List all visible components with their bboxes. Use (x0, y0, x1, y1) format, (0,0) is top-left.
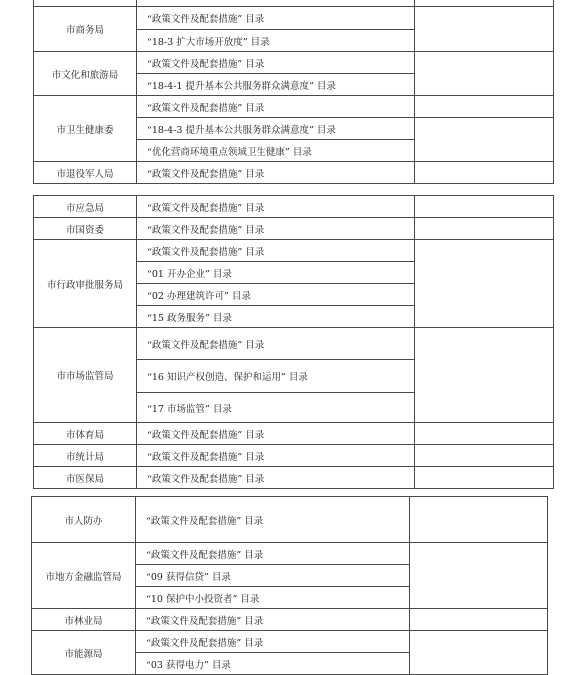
table-row (34, 162, 554, 184)
item-cell: “18-4-1 提升基本公共服务群众满意度” 目录 (137, 74, 415, 96)
item-cell: “政策文件及配套措施” 目录 (137, 467, 415, 489)
item-cell: “政策文件及配套措施” 目录 (137, 7, 415, 30)
item-cell: “政策文件及配套措施” 目录 (137, 240, 415, 262)
dept-cell: 市地方金融监管局 (32, 543, 136, 609)
dept-cell: 市体育局 (34, 423, 137, 445)
blank-cell (410, 497, 548, 543)
table-row (34, 96, 554, 118)
table-row (34, 445, 554, 467)
item-cell: “02 办理建筑许可” 目录 (137, 284, 415, 306)
dept-cell: 市行政审批服务局 (34, 240, 137, 328)
item-cell: “政策文件及配套措施” 目录 (137, 445, 415, 467)
table-row (32, 609, 548, 631)
item-cell: “10 保护中小投资者” 目录 (136, 587, 410, 609)
table-row (34, 467, 554, 489)
blank-cell (415, 7, 554, 52)
item-cell: “16 知识产权创造、保护和运用” 目录 (137, 360, 415, 393)
blank-cell (415, 162, 554, 184)
item-cell: “政策文件及配套措施” 目录 (137, 196, 415, 218)
table-row (32, 543, 548, 565)
blank-cell (415, 328, 554, 423)
table-row (34, 328, 554, 360)
table-row (34, 196, 554, 218)
blank-cell (410, 631, 548, 675)
table-row (32, 497, 548, 543)
item-cell: “18-3 扩大市场开放度” 目录 (137, 30, 415, 52)
item-cell: “政策文件及配套措施” 目录 (137, 162, 415, 184)
item-cell: “优化营商环境重点领域卫生健康” 目录 (137, 140, 415, 162)
table-row (32, 631, 548, 653)
blank-cell (410, 609, 548, 631)
blank-cell (415, 96, 554, 118)
item-cell: “01 开办企业” 目录 (137, 262, 415, 284)
dept-cell: 市退役军人局 (34, 162, 137, 184)
dept-cell: 市商务局 (34, 7, 137, 52)
dept-cell: 市医保局 (34, 467, 137, 489)
item-cell: “政策文件及配套措施” 目录 (136, 543, 410, 565)
item-cell: “15 政务服务” 目录 (137, 306, 415, 328)
blank-cell (415, 445, 554, 467)
dept-cell: 市文化和旅游局 (34, 52, 137, 96)
item-cell: “09 获得信贷” 目录 (136, 565, 410, 587)
item-cell: “政策文件及配套措施” 目录 (136, 609, 410, 631)
dept-cell: 市卫生健康委 (34, 96, 137, 162)
item-cell: “政策文件及配套措施” 目录 (136, 497, 410, 543)
blank-cell (415, 218, 554, 240)
blank-cell (415, 467, 554, 489)
item-cell: “18-4-3 提升基本公共服务群众满意度” 目录 (137, 118, 415, 140)
blank-cell (415, 52, 554, 96)
directory-table-2 (33, 195, 554, 489)
table-row (34, 52, 554, 74)
table-row (34, 423, 554, 445)
directory-table-1 (33, 6, 554, 184)
dept-cell: 市应急局 (34, 196, 137, 218)
item-cell: “03 获得电力” 目录 (136, 653, 410, 675)
item-cell: “政策文件及配套措施” 目录 (137, 423, 415, 445)
table-row (34, 7, 554, 30)
dept-cell: 市市场监管局 (34, 328, 137, 423)
blank-cell (415, 118, 554, 162)
blank-cell (410, 543, 548, 609)
dept-cell: 市林业局 (32, 609, 136, 631)
item-cell: “政策文件及配套措施” 目录 (137, 96, 415, 118)
dept-cell: 市统计局 (34, 445, 137, 467)
blank-cell (415, 196, 554, 218)
dept-cell: 市能源局 (32, 631, 136, 675)
item-cell: “政策文件及配套措施” 目录 (137, 218, 415, 240)
dept-cell: 市人防办 (32, 497, 136, 543)
item-cell: “政策文件及配套措施” 目录 (137, 328, 415, 360)
directory-table-3 (31, 496, 548, 675)
item-cell: “17 市场监管” 目录 (137, 393, 415, 423)
blank-cell (415, 240, 554, 328)
table-row (34, 218, 554, 240)
item-cell: “政策文件及配套措施” 目录 (137, 52, 415, 74)
table-row (34, 240, 554, 262)
item-cell: “政策文件及配套措施” 目录 (136, 631, 410, 653)
dept-cell: 市国资委 (34, 218, 137, 240)
blank-cell (415, 423, 554, 445)
